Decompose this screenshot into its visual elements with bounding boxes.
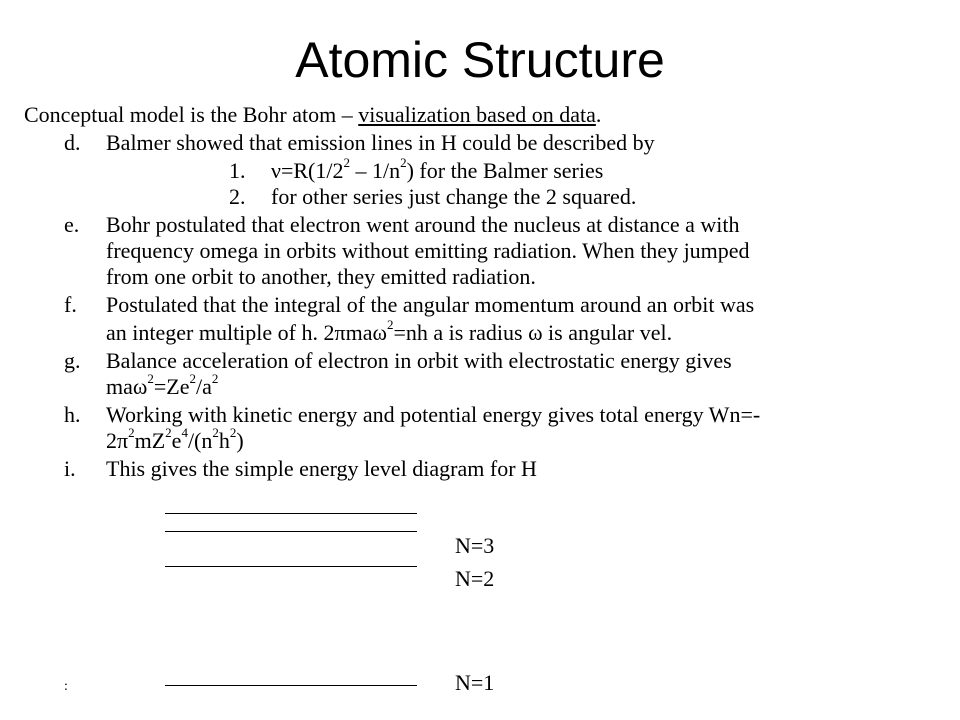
h-line2-part-c: e <box>171 428 182 453</box>
item-d-sub2: for other series just change the 2 squared. <box>271 184 637 209</box>
item-e-letter: e. <box>64 212 80 237</box>
sub1-part-a: ν=R(1/2 <box>271 158 344 183</box>
intro-suffix: . <box>595 102 602 127</box>
energy-level-line-n2 <box>165 566 417 567</box>
item-d-sub1 <box>271 154 604 184</box>
g-line2-sup3: 2 <box>211 370 219 386</box>
item-e-line2: frequency omega in orbits without emitting radiation. When they jumped <box>106 238 750 263</box>
sub1-part-c: ) for the Balmer series <box>406 158 604 183</box>
h-line2-part-e: h <box>218 428 230 453</box>
intro-underlined: visualization based on data <box>358 102 596 127</box>
sub1-part-b: – 1/n <box>349 158 401 183</box>
h-line2-part-f: ) <box>236 428 244 453</box>
energy-level-line-upper <box>165 513 417 514</box>
intro-line <box>24 102 601 128</box>
item-d-letter: d. <box>64 130 81 155</box>
intro-prefix: Conceptual model is the Bohr atom – <box>24 102 359 127</box>
item-g-line1: Balance acceleration of electron in orbit with electrostatic energy gives <box>106 348 732 373</box>
level-label-n2: N=2 <box>455 566 495 591</box>
level-label-n3: N=3 <box>455 533 495 558</box>
stray-mark: : <box>64 679 68 694</box>
item-g-letter: g. <box>64 348 81 373</box>
item-f-line1: Postulated that the integral of the angular momentum around an orbit was <box>106 292 755 317</box>
item-i-letter: i. <box>64 456 76 481</box>
sub1-sup-b: 2 <box>400 154 407 170</box>
h-line2-sup4: 2 <box>212 424 219 440</box>
item-i-text: This gives the simple energy level diagram for H <box>106 456 537 481</box>
h-line2-sup1: 2 <box>128 424 135 440</box>
f-line2-part-a: an integer multiple of h. 2πmaω <box>106 320 387 345</box>
g-line2-part-c: /a <box>195 374 212 399</box>
energy-level-line-n1 <box>165 685 417 686</box>
slide-title: Atomic Structure <box>295 32 665 88</box>
item-d-text: Balmer showed that emission lines in H could be described by <box>106 130 655 155</box>
item-h-line1: Working with kinetic energy and potential energy gives total energy Wn=- <box>106 402 761 427</box>
g-line2-part-b: =Ze <box>153 374 190 399</box>
h-line2-sup5: 2 <box>229 424 237 440</box>
item-f-line2 <box>106 316 673 346</box>
item-d-sub2-num: 2. <box>229 184 246 209</box>
sub1-sup-a: 2 <box>343 154 350 170</box>
h-line2-part-a: 2π <box>106 428 129 453</box>
f-line2-part-b: =nh a is radius ω is angular vel. <box>393 320 673 345</box>
h-line2-sup2: 2 <box>165 424 172 440</box>
item-d-sub1-num: 1. <box>229 158 246 183</box>
g-line2-sup1: 2 <box>147 370 154 386</box>
item-e-line1: Bohr postulated that electron went around the nucleus at distance a with <box>106 212 740 237</box>
item-h-line2 <box>106 424 244 454</box>
g-line2-sup2: 2 <box>189 370 196 386</box>
item-h-letter: h. <box>64 402 81 427</box>
item-g-line2 <box>106 370 219 400</box>
item-f-letter: f. <box>64 292 77 317</box>
energy-level-line-n3 <box>165 531 417 532</box>
f-line2-sup: 2 <box>386 316 394 332</box>
g-line2-part-a: maω <box>106 374 148 399</box>
h-line2-part-b: mZ <box>134 428 166 453</box>
h-line2-sup3: 4 <box>181 424 188 440</box>
h-line2-part-d: /(n <box>187 428 213 453</box>
level-label-n1: N=1 <box>455 670 495 695</box>
item-e-line3: from one orbit to another, they emitted radiation. <box>106 264 536 289</box>
